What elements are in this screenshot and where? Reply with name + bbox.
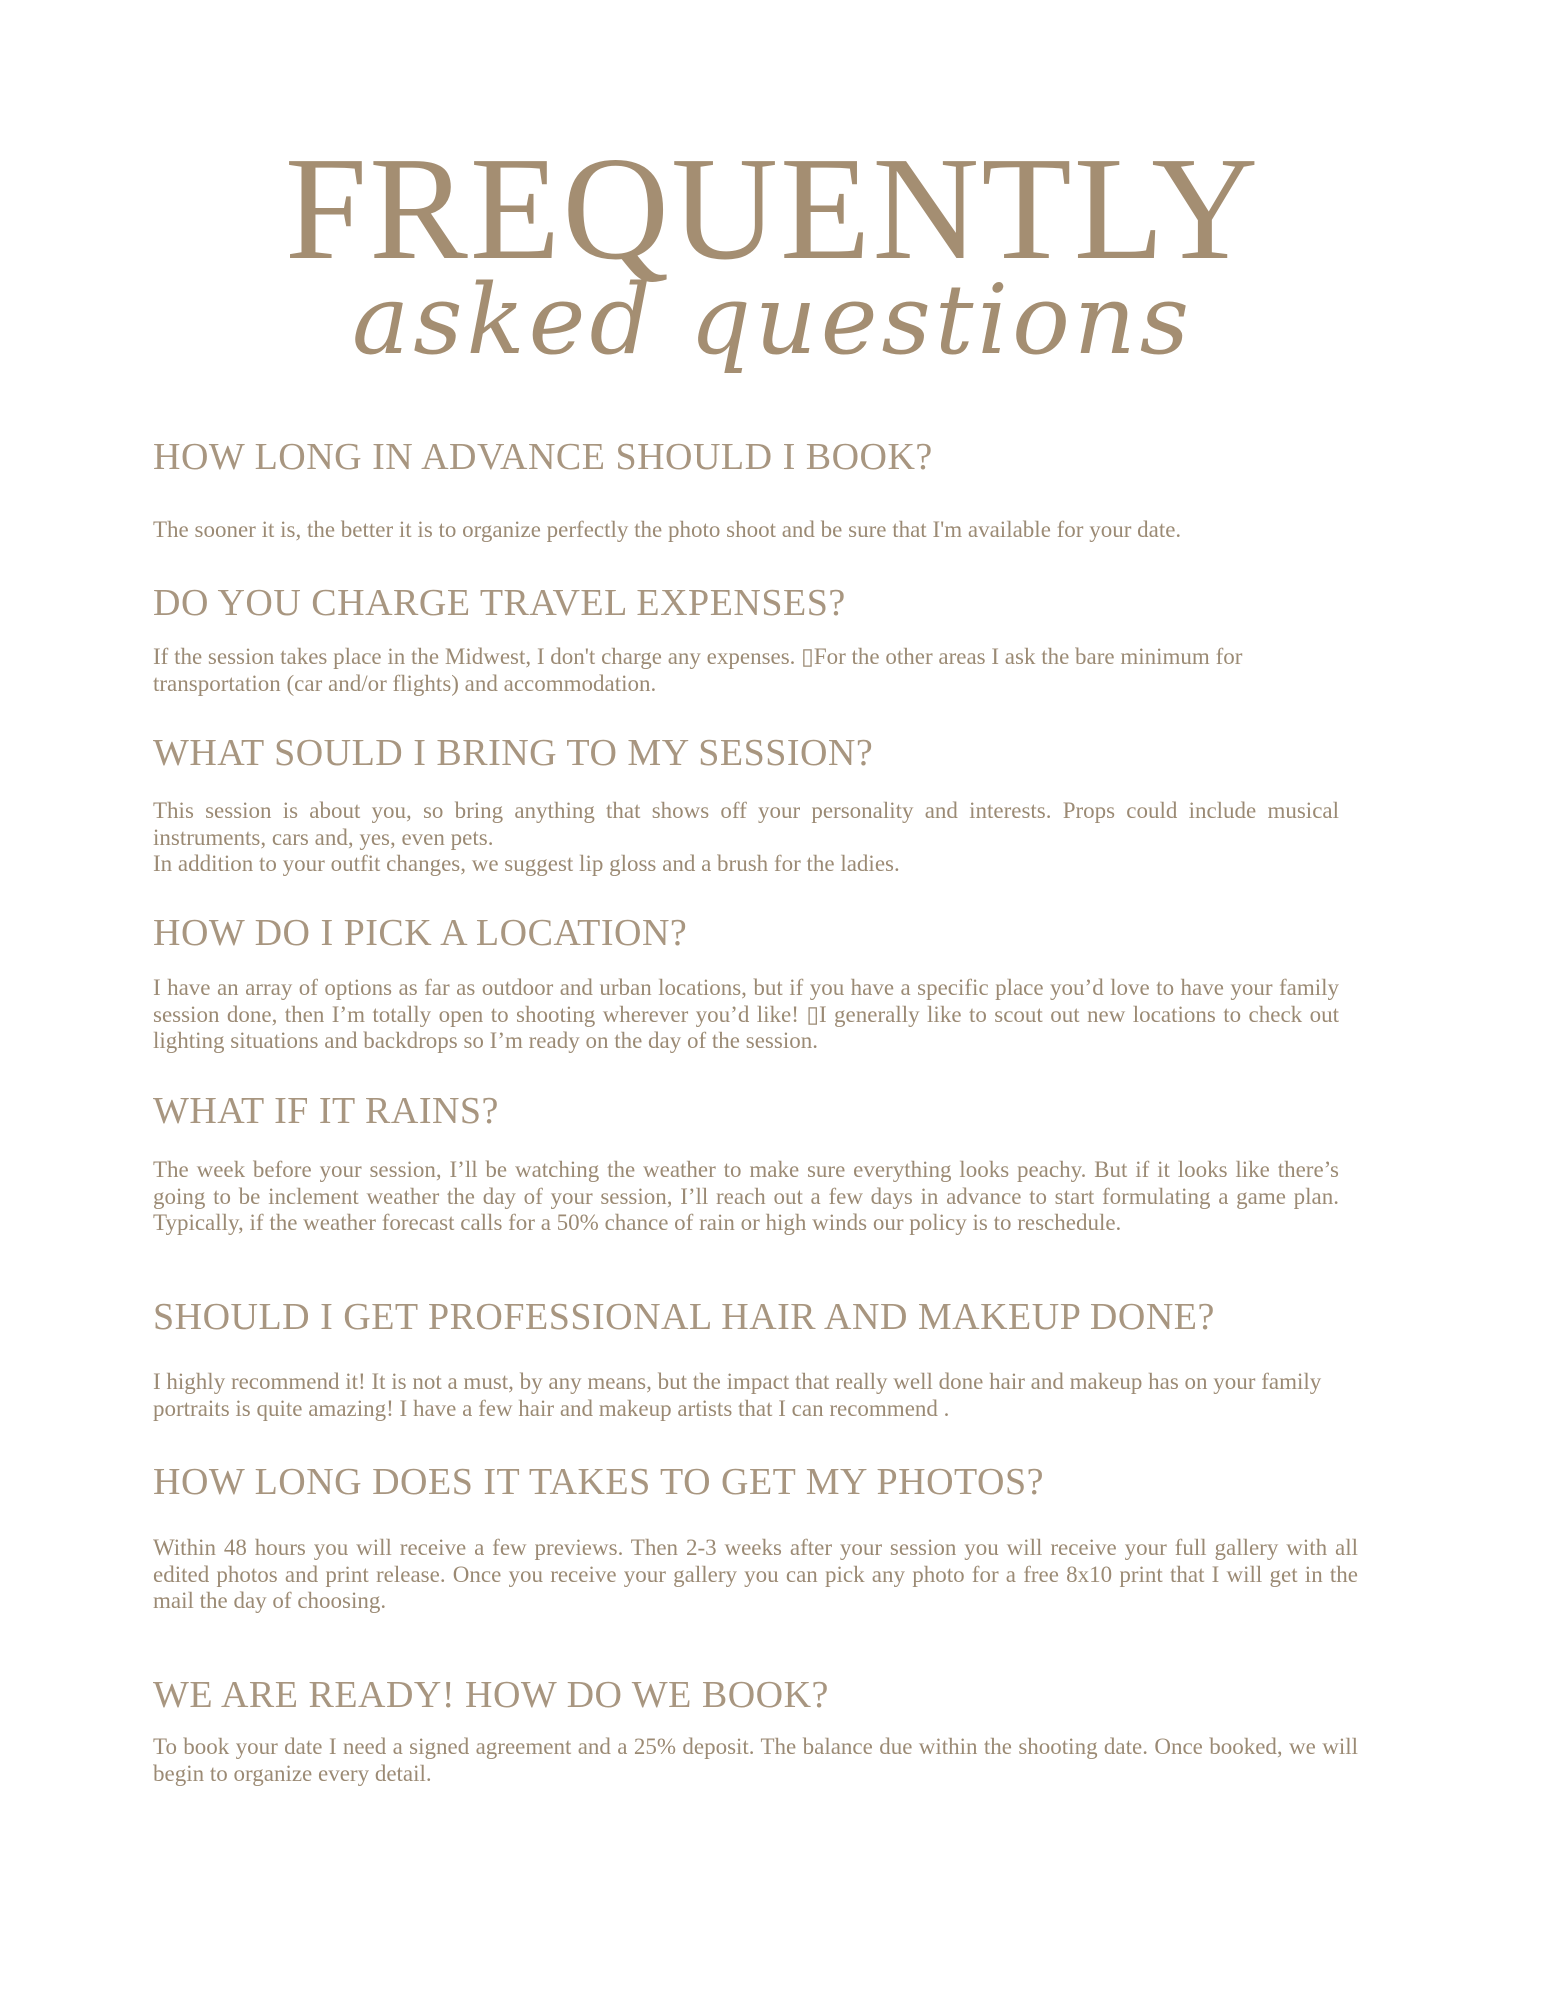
faq-question-7: HOW LONG DOES IT TAKES TO GET MY PHOTOS? xyxy=(153,1461,1044,1503)
faq-question-2: DO YOU CHARGE TRAVEL EXPENSES? xyxy=(153,582,846,624)
faq-question-1: HOW LONG IN ADVANCE SHOULD I BOOK? xyxy=(153,436,933,478)
faq-question-6: SHOULD I GET PROFESSIONAL HAIR AND MAKEUP DONE? xyxy=(153,1296,1215,1338)
faq-answer-1-text: The sooner it is, the better it is to organize perfectly the photo shoot and be sure that I'm available for your date. xyxy=(153,517,1182,542)
faq-answer-3-text-2: In addition to your outfit changes, we suggest lip gloss and a brush for the ladies. xyxy=(153,851,900,876)
faq-answer-3 xyxy=(153,798,1339,878)
faq-answer-3-text-1: This session is about you, so bring anything that shows off your personality and interests. Props could include musical instruments, cars and, yes, even pets. xyxy=(153,798,1339,850)
page-title: FREQUENTLY xyxy=(284,127,1261,291)
faq-question-5: WHAT IF IT RAINS? xyxy=(153,1090,499,1132)
faq-answer-4 xyxy=(153,975,1339,1055)
faq-question-4: HOW DO I PICK A LOCATION? xyxy=(153,912,688,954)
faq-answer-8 xyxy=(153,1734,1358,1787)
faq-answer-7 xyxy=(153,1535,1358,1615)
faq-answer-5 xyxy=(153,1157,1339,1237)
faq-question-8: WE ARE READY! HOW DO WE BOOK? xyxy=(153,1674,829,1716)
faq-answer-2 xyxy=(153,644,1328,697)
faq-answer-7-text: Within 48 hours you will receive a few previews. Then 2-3 weeks after your session you will receive your full gallery with all edited photos and print release. Once you receive your gallery you can pick any photo for a free 8x10 print that I will get in the mail the day of choosing. xyxy=(153,1535,1358,1613)
faq-answer-8-text: To book your date I need a signed agreement and a 25% deposit. The balance due within the shooting date. Once booked, we will begin to organize every detail. xyxy=(153,1734,1358,1786)
faq-answer-1 xyxy=(153,517,1339,544)
faq-answer-5-text: The week before your session, I’ll be watching the weather to make sure everything looks peachy. But if it looks like there’s going to be inclement weather the day of your session, I’ll reach out a few days in advance to start formulating a game plan. Typically, if the weather forecast calls for a 50% chance of rain or high winds our policy is to reschedule. xyxy=(153,1157,1339,1235)
faq-question-3: WHAT SOULD I BRING TO MY SESSION? xyxy=(153,732,874,774)
faq-answer-2-text: If the session takes place in the Midwest, I don't charge any expenses. ▯For the other areas I ask the bare minimum for transportation (car and/or flights) and accommodation. xyxy=(153,644,1243,696)
faq-answer-4-text: I have an array of options as far as outdoor and urban locations, but if you have a specific place you’d love to have your family session done, then I’m totally open to shooting wherever you’d like! ▯I generally like to scout out new locations to check out lighting situations and backdrops so I’m ready on the day of the session. xyxy=(153,975,1339,1053)
faq-answer-6-text: I highly recommend it! It is not a must, by any means, but the impact that really well done hair and makeup has on your family portraits is quite amazing! I have a few hair and makeup artists that I can recommend . xyxy=(153,1369,1322,1421)
page-subtitle-script: asked questions xyxy=(352,264,1193,376)
faq-answer-6 xyxy=(153,1369,1339,1422)
